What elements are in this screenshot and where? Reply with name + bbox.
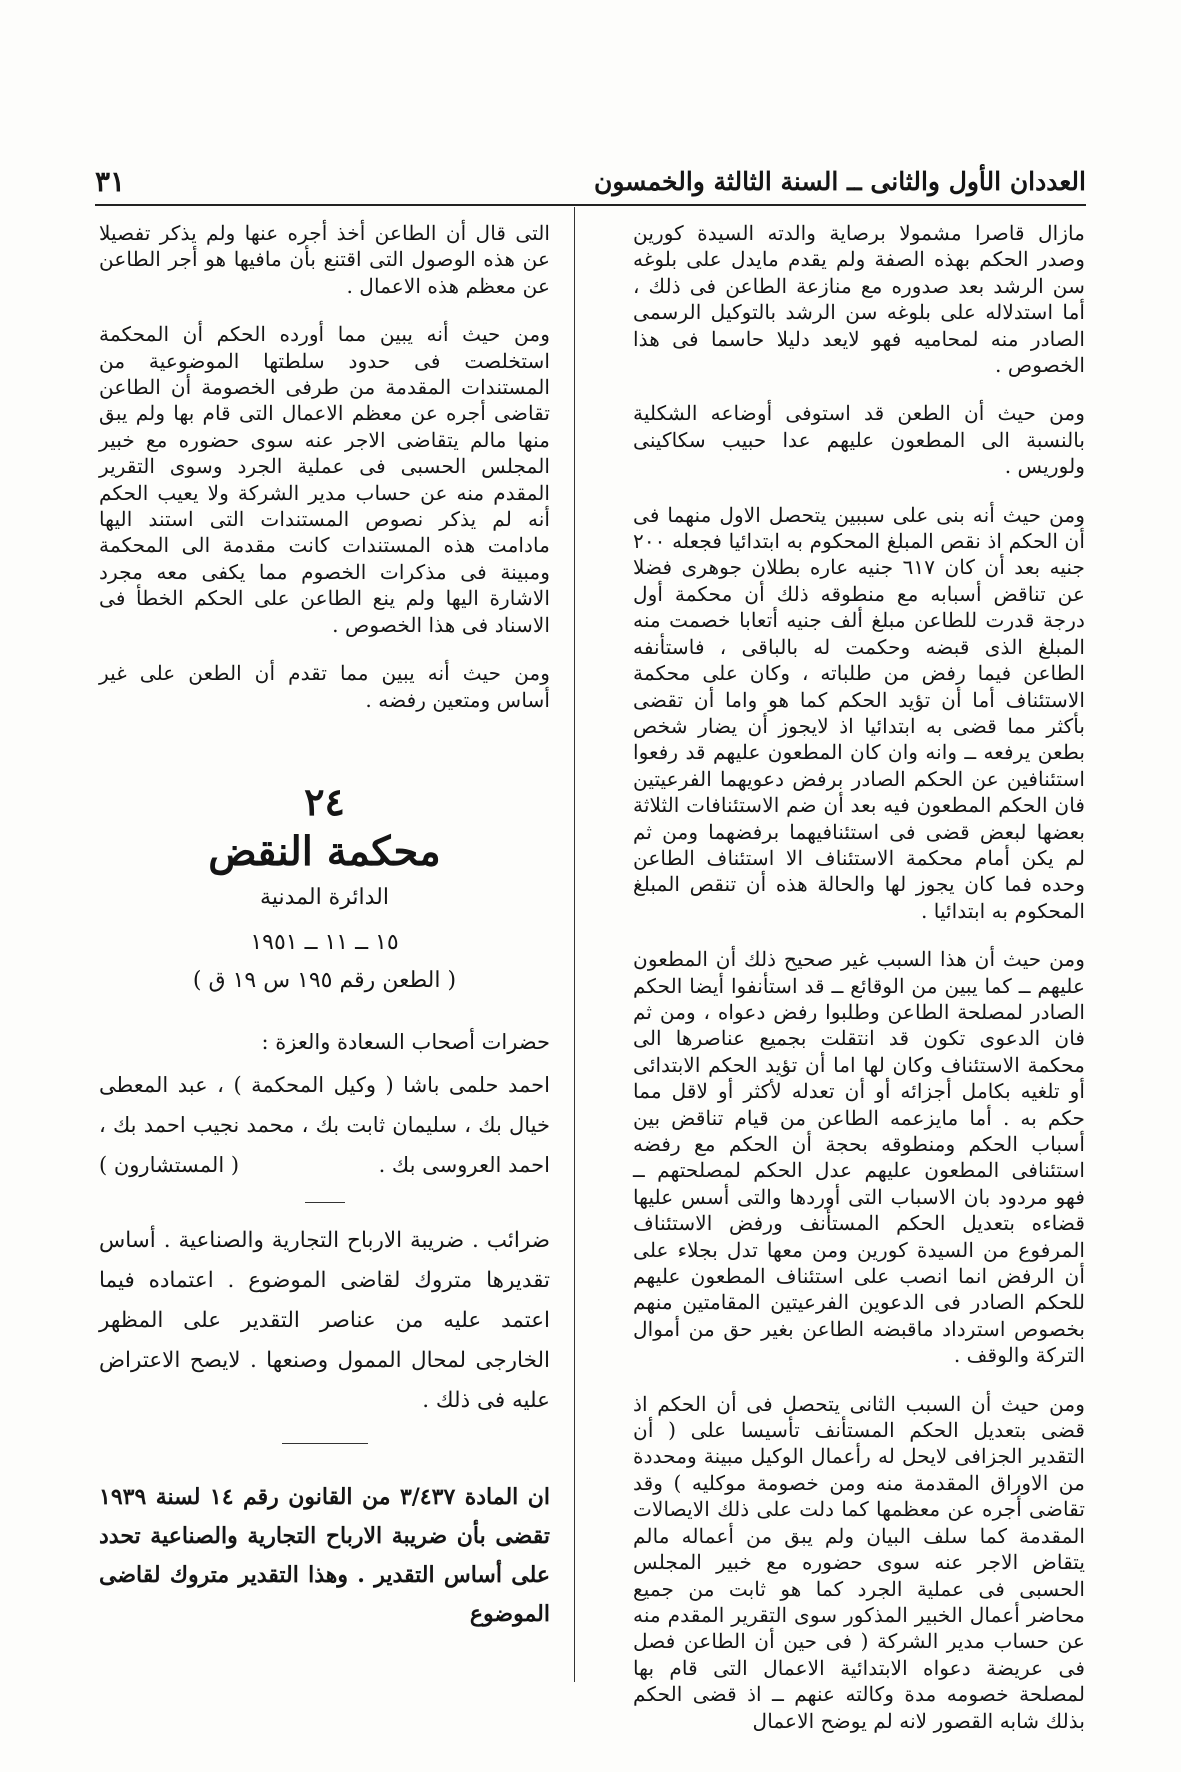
judgment-date: ١٥ ــ ١١ ــ ١٩٥١ — [250, 929, 399, 955]
case-summary: ضرائب . ضريبة الارباح التجارية والصناعية . أساس تقديرها متروك لقاضى الموضوع . اعتماده فيما اعتمد عليه من عناصر التقدير على المظهر الخارجى لمحال الممول وصنعها . لايصح الاعتراض عليه فى ذلك . — [99, 1227, 550, 1413]
divider — [282, 1443, 368, 1444]
case-number: ٢٤ — [304, 778, 345, 824]
legal-principle: ان المادة ٣/٤٣٧ من القانون رقم ١٤ لسنة ١٩٣٩ تقضى بأن ضريبة الارباح التجارية والصناعية تحدد على أساس التقدير . وهذا التقدير متروك لقاضى الموضوع — [99, 1483, 550, 1627]
paragraph: ومن حيث أن الطعن قد استوفى أوضاعه الشكلية بالنسبة الى المطعون عليهم عدا حبيب سكاكينى ولوريس . — [633, 401, 1085, 479]
paragraph: ومن حيث أنه يبين مما تقدم أن الطعن على غير أساس ومتعين رفضه . — [99, 661, 550, 712]
court-name: محكمة النقض — [208, 827, 441, 875]
right-column — [633, 220, 1085, 1756]
paragraph: ومن حيث أن السبب الثانى يتحصل فى أن الحكم اذ قضى بتعديل الحكم المستأنف تأسيسا على ( أن التقدير الجزافى لايحل له رأعمال الوكيل مبينة ومحددة من الاوراق المقدمة منه ومن خصومة موكليه ) وقد تقاضى أجره عن معظمها كما دلت على ذلك الايصالات المقدمة كما سلف البيان ولم يبق من أعماله مالم يتقاض الاجر عنه سوى حضوره مع خبير المجلس الحسبى فى عملية الجرد كما هو ثابت من جميع محاضر أعمال الخبير المذكور سوى التقرير المقدم منه عن حساب مدير الشركة ( فى حين أن الطاعن فصل فى عريضة دعواه الابتدائية الاعمال التى قام بها لمصلحة خصومه مدة وكالته عنهم ــ اذ قضى الحكم بذلك شابه القصور لانه لم يوضح الاعمال — [633, 1391, 1085, 1733]
running-title: العددان الأول والثانى ــ السنة الثالثة والخمسون — [594, 167, 1086, 196]
paragraph: ومن حيث أنه يبين مما أورده الحكم أن المحكمة استخلصت فى حدود سلطتها الموضوعية من المستندات المقدمة من طرفى الخصومة أن الطاعن تقاضى أجره عن معظم الاعمال التى قام بها ولم يبق منها مالم يتقاضى الاجر عنه سوى حضوره مع خبير المجلس الحسبى فى عملية الجرد وسوى التقرير المقدم منه عن حساب مدير الشركة ولا يعيب الحكم أنه لم يذكر نصوص المستندات التى استند اليها مادامت هذه المستندات كانت مقدمة الى المحكمة ومبينة فى مذكرات الخصوم مما يكفى معه مجرد الاشارة اليها ولم ينع الطاعن على الحكم الخطأ فى الاسناد فى هذا الخصوص . — [99, 322, 550, 637]
presence-title: حضرات أصحاب السعادة والعزة : — [261, 1029, 550, 1054]
judges-list — [99, 1065, 550, 1185]
judges-names: احمد حلمى باشا ( وكيل المحكمة ) ، عبد المعطى خيال بك ، سليمان ثابت بك ، محمد نجيب احمد بك ، احمد العروسى بك . — [99, 1072, 550, 1177]
page-header — [95, 152, 1086, 206]
paragraph: مازال قاصرا مشمولا برصاية والدته السيدة كورين وصدر الحكم بهذه الصفة ولم يقدم مايدل على بلوغه سن الرشد بعد صدوره مع منازعة الطاعن فى ذلك ، أما استدلاله على بلوغه سن الرشد بالتوكيل الرسمى الصادر منه لمحاميه فهو لايعد دليلا حاسما فى هذا الخصوص . — [633, 221, 1085, 378]
left-column — [99, 220, 550, 1656]
judges-role: ( المستشارون ) — [99, 1152, 240, 1177]
divider — [305, 1202, 345, 1203]
chamber-name: الدائرة المدنية — [260, 885, 389, 911]
appeal-number: ( الطعن رقم ١٩٥ س ١٩ ق ) — [192, 968, 457, 994]
paragraph: ومن حيث أنه بنى على سببين يتحصل الاول منهما فى أن الحكم اذ نقص المبلغ المحكوم به ابتدائيا فجعله ٢٠٠ جنيه بعد أن كان ٦١٧ جنيه عاره بطلان جوهرى فضلا عن تناقض أسبابه مع منطوقه ذلك أن محكمة أول درجة قدرت للطاعن مبلغ ألف جنيه أتعابا خصمت منه المبلغ الذى قبضه وحكمت له بالباقى ، فاستأنفه الطاعن فيما رفض من طلباته ، وكان على محكمة الاستئناف أما أن تؤيد الحكم كما هو واما أن تقضى بأكثر مما قضى به ابتدائيا اذ لايجوز أن يضار شخص بطعن يرفعه ــ وانه وان كان المطعون عليهم قد رفعوا استئنافين عن الحكم الصادر برفض دعويهما الفرعيتين فان الحكم المطعون فيه بعد أن ضم الاستئنافات الثلاثة بعضها لبعض قضى فى استئنافيهما برفضهما ومن ثم لم يكن أمام محكمة الاستئناف الا استئناف الطاعن وحده فما كان يجوز لها والحالة هذه أن تنقص المبلغ المحكوم به ابتدائيا . — [633, 502, 1085, 923]
paragraph: التى قال أن الطاعن أخذ أجره عنها ولم يذكر تفصيلا عن هذه الوصول التى اقتنع بأن مافيها هو أجر الطاعن عن معظم هذه الاعمال . — [99, 221, 550, 298]
paragraph: ومن حيث أن هذا السبب غير صحيح ذلك أن المطعون عليهم ــ كما يبين من الوقائع ــ قد استأنفوا أيضا الحكم الصادر لمصلحة الطاعن وطلبوا رفض دعواه ، ومن ثم فان الدعوى تكون قد انتقلت بجميع عناصرها الى محكمة الاستئناف وكان لها اما أن تؤيد الحكم الابتدائى أو تلغيه بكامل أجزائه أو أن تعدله لأكثر أو لاقل مما حكم به . أما مايزعمه الطاعن من قيام تناقض بين أسباب الحكم ومنطوقه بحجة أن الحكم مع رفضه استئنافى المطعون عليهم عدل الحكم لمصلحتهم ــ فهو مردود بان الاسباب التى أوردها والتى أسس عليها قضاءه بتعديل الحكم المستأنف ورفض الاستئناف المرفوع من السيدة كورين ومن معها تدل بجلاء على أن الرفض انما انصب على استئناف المطعون عليهم للحكم الصادر فى الدعوين الفرعيتين المقامتين منهم بخصوص استرداد ماقبضه الطاعن بغير حق من أموال التركة والوقف . — [633, 947, 1085, 1368]
page-number: ٣١ — [95, 165, 126, 198]
column-divider — [574, 207, 575, 1682]
